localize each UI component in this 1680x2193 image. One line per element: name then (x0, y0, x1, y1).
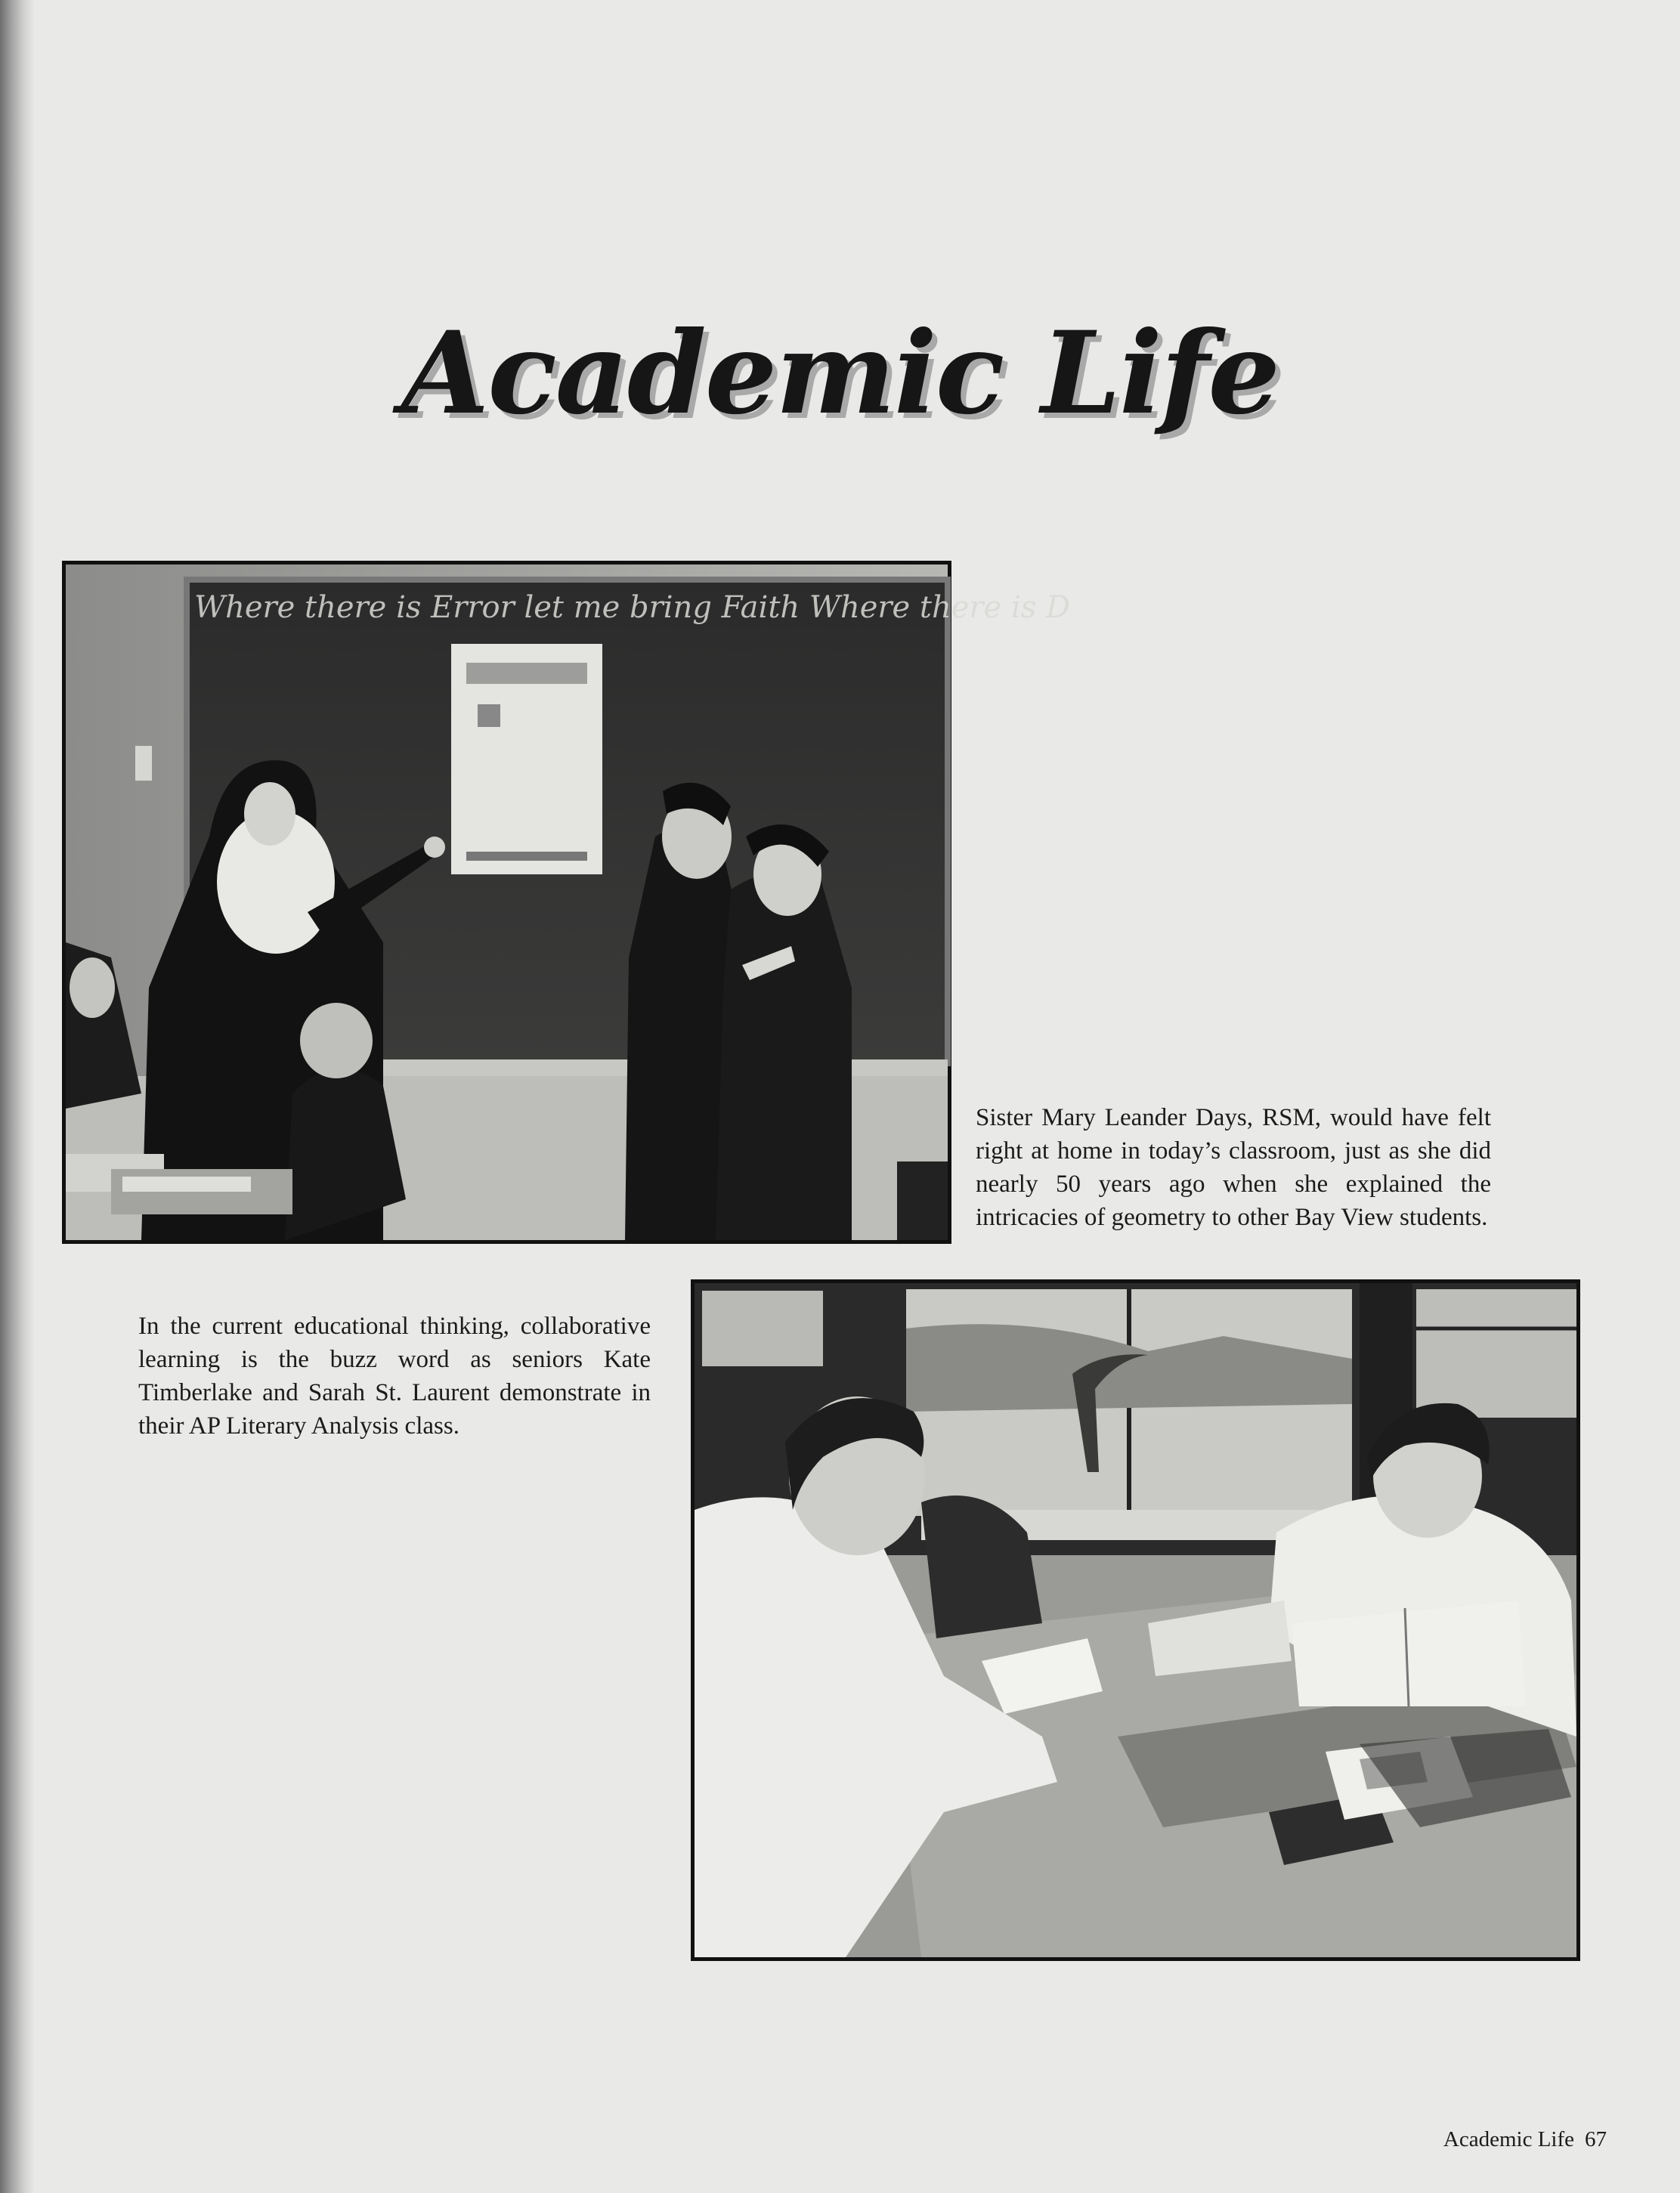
blackboard-motto: Where there is Error let me bring Faith Where there is D (194, 590, 1071, 625)
page-footer (1443, 2127, 1607, 2152)
folio-section: Academic Life (1443, 2127, 1574, 2151)
historic-classroom-photo (62, 561, 1071, 1244)
collaborative-learning-photo (691, 1279, 1580, 1961)
page-title: Academic Life (401, 306, 1279, 440)
modern-photo-caption: In the current educational thinking, collaborative learning is the buzz word as seniors Kate Timberlake and Sarah St. Laurent demonstrate in their AP Literary Analysis class. (138, 1313, 651, 1440)
historic-photo-caption: Sister Mary Leander Days, RSM, would have felt right at home in today’s classroom, just as she did nearly 50 years ago when she explained the intricacies of geometry to other Bay View students. (976, 1104, 1491, 1231)
page-number: 67 (1585, 2127, 1607, 2151)
